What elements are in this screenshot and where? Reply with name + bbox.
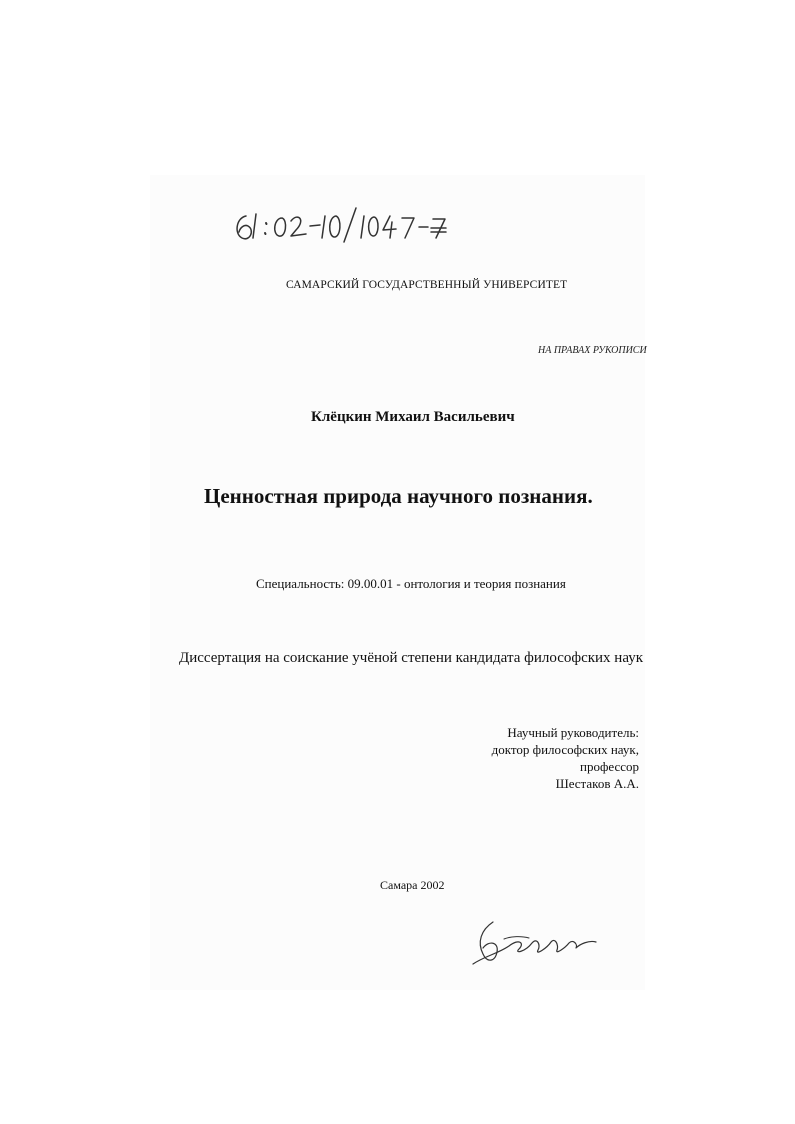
- manuscript-rights-note: НА ПРАВАХ РУКОПИСИ: [538, 345, 647, 356]
- supervisor-rank: профессор: [579, 759, 639, 774]
- handwritten-archive-code: [228, 198, 468, 248]
- university-name: САМАРСКИЙ ГОСУДАРСТВЕННЫЙ УНИВЕРСИТЕТ: [286, 279, 568, 291]
- city-year: Самара 2002: [380, 878, 445, 892]
- supervisor-role: Научный руководитель:: [507, 725, 639, 740]
- supervisor-degree: доктор философских наук,: [491, 742, 639, 757]
- degree-statement: Диссертация на соискание учёной степени кандидата философских наук: [179, 650, 644, 666]
- supervisor-block: [492, 724, 639, 792]
- dissertation-title: Ценностная природа научного познания.: [204, 484, 593, 508]
- specialty-line: Специальность: 09.00.01 - онтология и теория познания: [256, 576, 566, 591]
- handwritten-signature: [465, 918, 600, 968]
- supervisor-name: Шестаков А.А.: [555, 776, 639, 791]
- author-name: Клёцкин Михаил Васильевич: [311, 409, 515, 425]
